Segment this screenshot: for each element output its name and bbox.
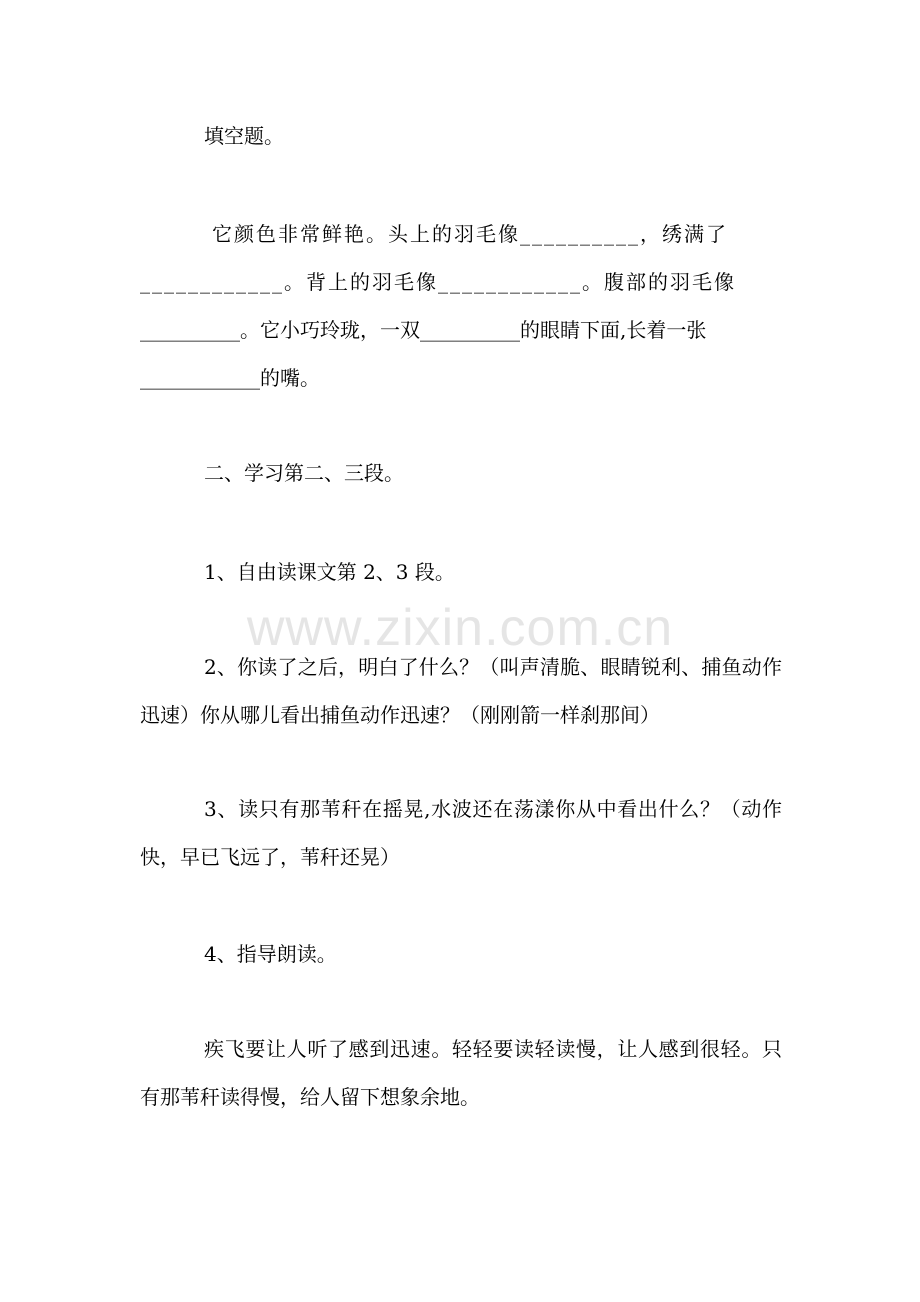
fill-line-4 (140, 354, 782, 402)
list-item-2: 2、你读了之后，明白了什么？（叫声清脆、眼睛锐利、捕鱼动作迅速）你从哪儿看出捕鱼动作迅速？（刚刚箭一样刹那间） (140, 655, 782, 727)
fill-text: 。背上的羽毛像 (284, 270, 438, 294)
answer-blank: ____________ (438, 270, 582, 294)
list-item-1: 1、自由读课文第 2、3 段。 (204, 560, 455, 584)
heading-fill-in-the-blank: 填空题。 (204, 124, 284, 148)
fill-line-1 (140, 210, 782, 258)
fill-line-3 (140, 306, 782, 354)
list-item-3: 3、读只有那苇秆在摇晃,水波还在荡漾你从中看出什么？（动作快，早已飞远了，苇秆还晃） (140, 797, 782, 869)
answer-blank: __________ (140, 318, 240, 342)
fill-in-paragraph (140, 210, 782, 402)
list-item-4: 4、指导朗读。 (204, 942, 337, 966)
watermark: www.zixin.com.cn (246, 599, 674, 657)
fill-text: 。腹部的羽毛像 (582, 270, 736, 294)
section-heading-2: 二、学习第二、三段。 (204, 461, 404, 485)
answer-blank: __________ (420, 318, 520, 342)
answer-blank: __________ (520, 222, 640, 246)
reading-guide-paragraph: 疾飞要让人听了感到迅速。轻轻要读轻读慢，让人感到很轻。只有那苇秆读得慢，给人留下想象余地。 (140, 1037, 782, 1109)
fill-text: 的眼睛下面,长着一张 (520, 318, 707, 342)
fill-line-2 (140, 258, 782, 306)
fill-text: 它颜色非常鲜艳。头上的羽毛像 (212, 222, 520, 246)
answer-blank: ____________ (140, 366, 260, 390)
fill-text: 的嘴。 (260, 366, 320, 390)
fill-text: 。它小巧玲珑，一双 (240, 318, 420, 342)
answer-blank: ____________ (140, 270, 284, 294)
fill-text: ，绣满了 (640, 222, 728, 246)
